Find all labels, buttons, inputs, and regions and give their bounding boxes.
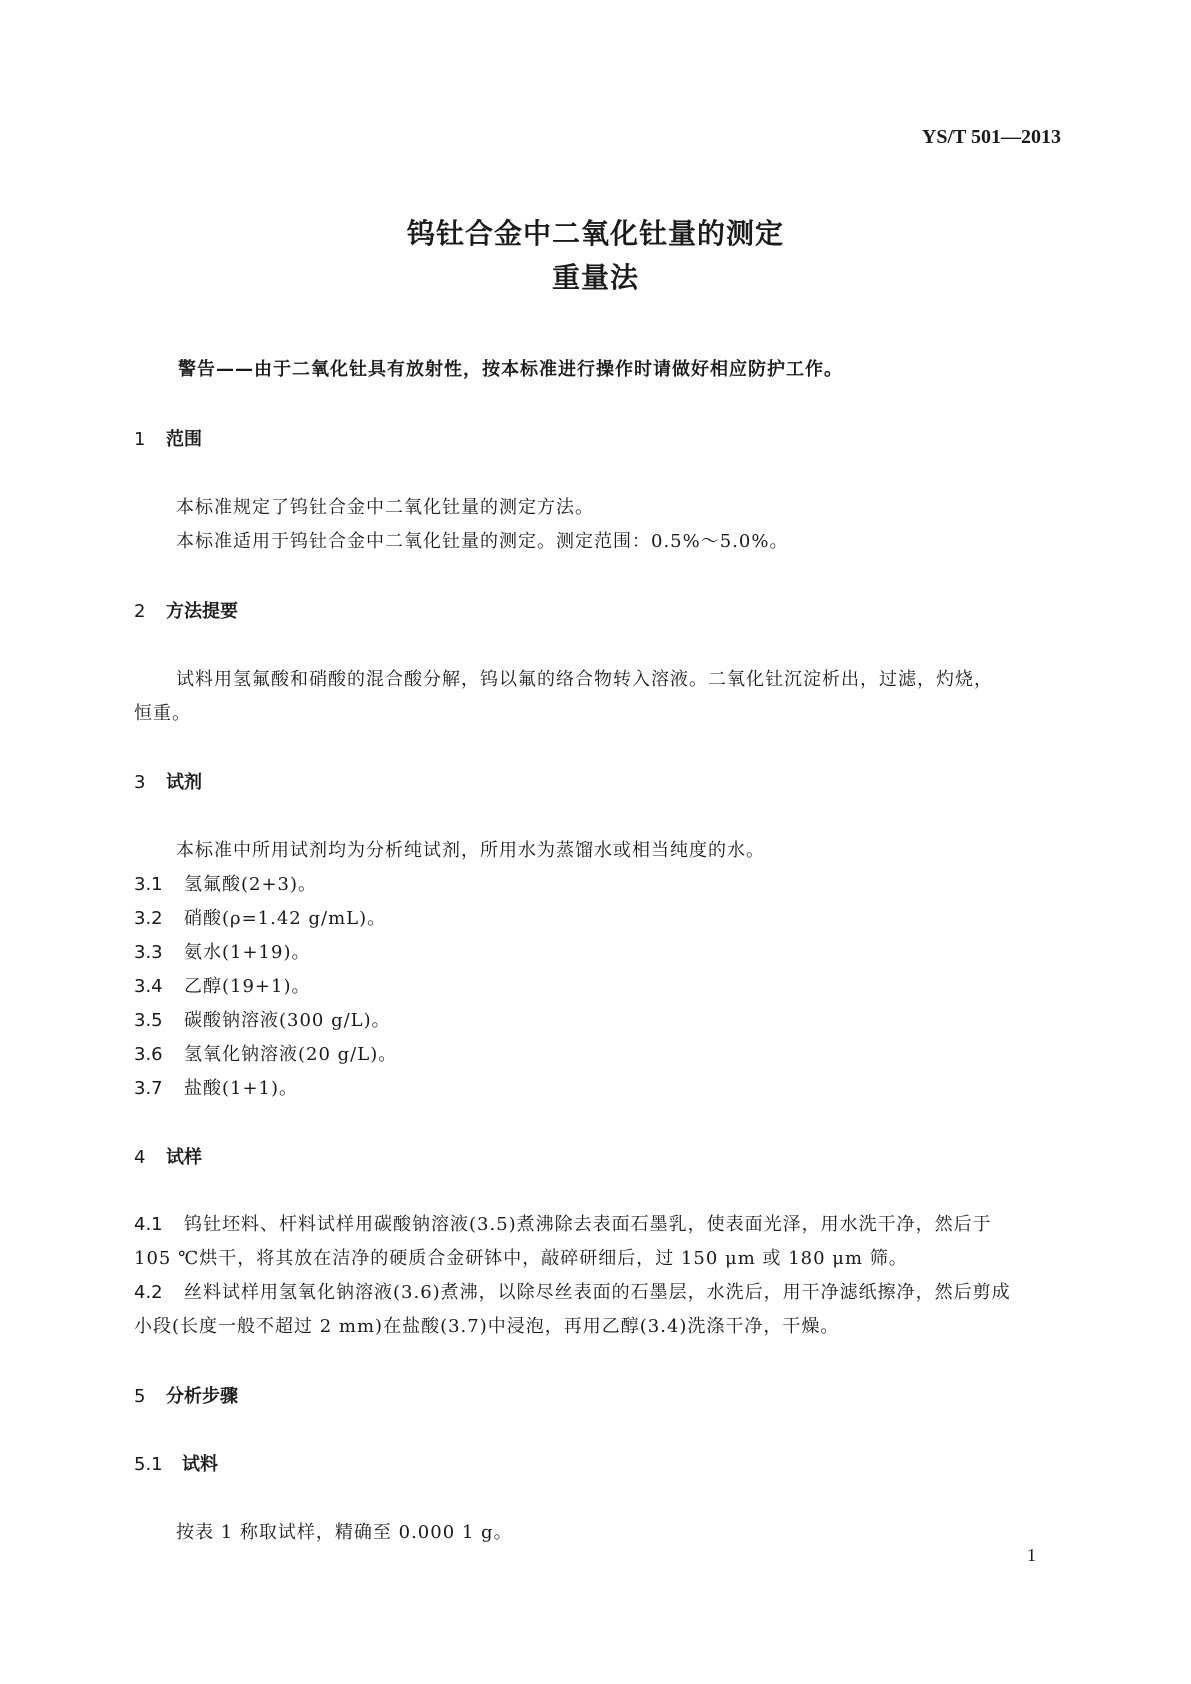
item-text: 盐酸(1+1)。 xyxy=(184,1078,299,1099)
item-text: 硝酸(ρ=1.42 g/mL)。 xyxy=(184,908,387,929)
section-2-heading xyxy=(134,597,238,623)
standard-code: YS/T 501—2013 xyxy=(921,126,1061,148)
item-number: 4.1 xyxy=(134,1214,163,1235)
paragraph: 按表 1 称取试样，精确至 0.000 1 g。 xyxy=(176,1522,513,1543)
list-item xyxy=(134,870,317,896)
item-text: 氨水(1+19)。 xyxy=(184,942,311,963)
page-number: 1 xyxy=(1027,1545,1036,1565)
section-number: 2 xyxy=(134,601,146,622)
list-item xyxy=(134,904,386,930)
paragraph: 105 ℃烘干，将其放在洁净的硬质合金研钵中，敲碎研细后，过 150 μm 或 180 μm 筛。 xyxy=(134,1248,908,1269)
list-item xyxy=(134,1278,1011,1304)
paragraph: 小段(长度一般不超过 2 mm)在盐酸(3.7)中浸泡，再用乙醇(3.4)洗涤干净，干燥。 xyxy=(134,1316,840,1337)
list-item xyxy=(134,1074,298,1100)
list-item xyxy=(134,972,310,998)
list-item xyxy=(134,1040,397,1066)
paragraph: 本标准中所用试剂均为分析纯试剂，所用水为蒸馏水或相当纯度的水。 xyxy=(176,840,765,861)
section-number: 3 xyxy=(134,772,146,793)
section-number: 5 xyxy=(134,1386,146,1407)
section-title: 方法提要 xyxy=(166,601,238,622)
item-text: 碳酸钠溶液(300 g/L)。 xyxy=(184,1010,391,1031)
section-3-heading xyxy=(134,768,202,794)
item-text: 丝料试样用氢氧化钠溶液(3.6)煮沸，以除尽丝表面的石墨层，水洗后，用干净滤纸擦净，然后剪成 xyxy=(184,1282,1011,1303)
section-title: 试样 xyxy=(166,1147,202,1168)
document-subtitle: 重量法 xyxy=(551,261,639,294)
item-number: 3.3 xyxy=(134,942,163,963)
list-item xyxy=(134,938,310,964)
section-4-heading xyxy=(134,1143,202,1169)
warning-text: 警告——由于二氧化钍具有放射性，按本标准进行操作时请做好相应防护工作。 xyxy=(178,359,843,380)
section-title: 试料 xyxy=(182,1454,218,1475)
item-text: 乙醇(19+1)。 xyxy=(184,976,311,997)
item-number: 3.5 xyxy=(134,1010,163,1031)
paragraph: 本标准适用于钨钍合金中二氧化钍量的测定。测定范围：0.5%～5.0%。 xyxy=(176,531,789,552)
list-item xyxy=(134,1006,391,1032)
item-text: 钨钍坯料、杆料试样用碳酸钠溶液(3.5)煮沸除去表面石墨乳，使表面光泽，用水洗干净，然后于 xyxy=(184,1214,992,1235)
item-number: 4.2 xyxy=(134,1282,163,1303)
list-item xyxy=(134,1210,992,1236)
item-text: 氢氟酸(2+3)。 xyxy=(184,874,318,895)
item-number: 3.7 xyxy=(134,1078,163,1099)
section-title: 分析步骤 xyxy=(166,1386,238,1407)
section-5-heading xyxy=(134,1382,238,1408)
item-number: 3.4 xyxy=(134,976,163,997)
section-number: 5.1 xyxy=(134,1454,163,1475)
item-number: 3.6 xyxy=(134,1044,163,1065)
paragraph: 本标准规定了钨钍合金中二氧化钍量的测定方法。 xyxy=(176,497,594,518)
item-text: 氢氧化钠溶液(20 g/L)。 xyxy=(184,1044,398,1065)
item-number: 3.1 xyxy=(134,874,163,895)
paragraph: 恒重。 xyxy=(134,703,191,724)
section-number: 1 xyxy=(134,429,146,450)
item-number: 3.2 xyxy=(134,908,163,929)
section-number: 4 xyxy=(134,1147,146,1168)
section-title: 范围 xyxy=(166,429,202,450)
section-1-heading xyxy=(134,425,202,451)
section-title: 试剂 xyxy=(166,772,202,793)
subsection-5-1-heading xyxy=(134,1450,218,1476)
paragraph: 试料用氢氟酸和硝酸的混合酸分解，钨以氟的络合物转入溶液。二氧化钍沉淀析出，过滤，灼烧， xyxy=(176,669,993,690)
document-title: 钨钍合金中二氧化钍量的测定 xyxy=(406,217,784,250)
